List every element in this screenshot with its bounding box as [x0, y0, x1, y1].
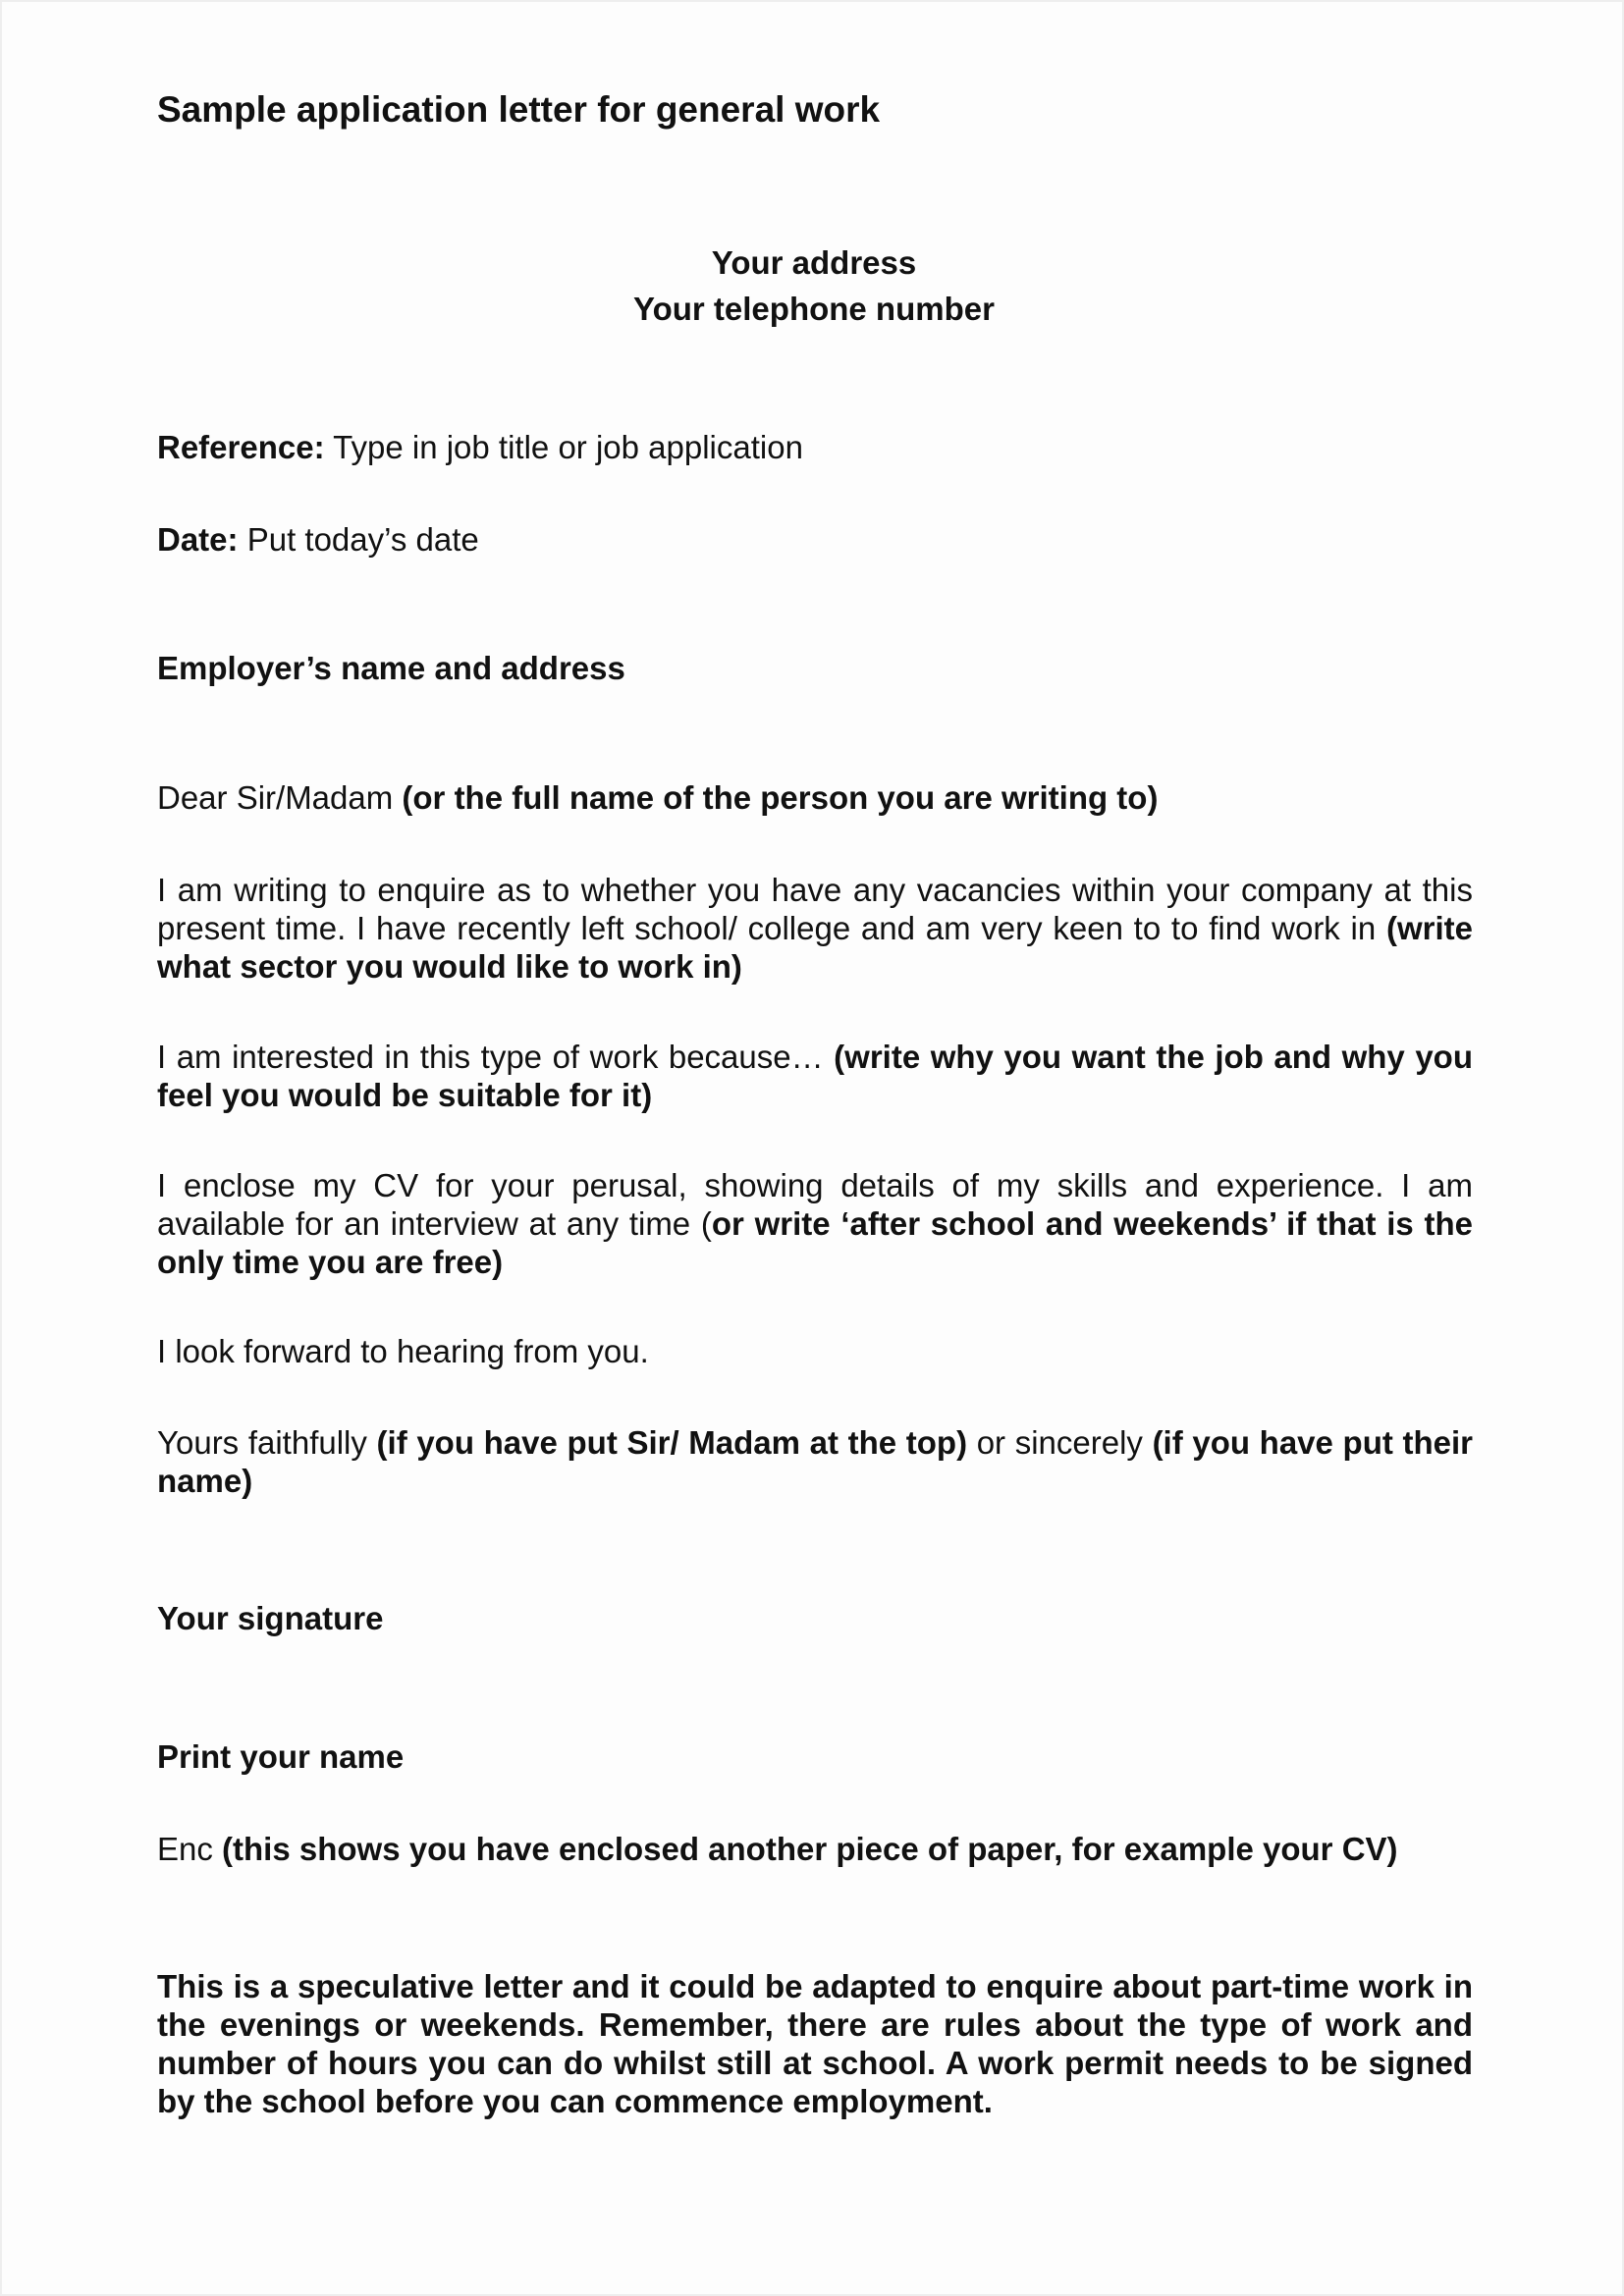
date-value: Put today’s date — [238, 521, 479, 558]
paragraph-enclose-cv — [157, 1166, 1473, 1281]
closing-text-2: or sincerely — [967, 1424, 1153, 1461]
footnote-paragraph: This is a speculative letter and it could be adapted to enquire about part-time work in the evenings or weekends. Remember, there are rules about the type of work and number of hours you can do whilst still at school. A work permit needs to be signed by the school before you can commence employment. — [157, 1968, 1473, 2119]
closing-note-2: (if you have put their name) — [157, 1424, 1473, 1499]
sender-address: Your address — [711, 244, 917, 281]
signature-line: Your signature — [157, 1600, 384, 1636]
paragraph-look-forward: I look forward to hearing from you. — [157, 1333, 649, 1369]
reference-value: Type in job title or job application — [324, 429, 803, 465]
paragraph-interest-note: (write why you want the job and why you feel you would be suitable for it) — [157, 1039, 1473, 1113]
enclosure-line — [157, 1830, 1473, 1868]
paragraph-enquiry-text: I am writing to enquire as to whether you have any vacancies within your company at this present time. I have recently left school/ college and am very keen to to find work in — [157, 872, 1473, 946]
paragraph-interest-text: I am interested in this type of work because… — [157, 1039, 835, 1075]
salutation-note: (or the full name of the person you are writing to) — [402, 779, 1159, 816]
paragraph-enquiry-note: (write what sector you would like to work in) — [157, 910, 1473, 985]
print-name-line: Print your name — [157, 1738, 405, 1775]
date-line — [157, 520, 1473, 559]
paragraph-enquiry — [157, 871, 1473, 986]
closing-note-1: (if you have put Sir/ Madam at the top) — [376, 1424, 968, 1461]
paragraph-enclose-cv-note: or write ‘after school and weekends’ if that is the only time you are free) — [157, 1205, 1473, 1280]
enclosure-note: (this shows you have enclosed another piece of paper, for example your CV) — [222, 1831, 1398, 1867]
salutation — [157, 778, 1473, 817]
document-title: Sample application letter for general work — [157, 89, 881, 130]
employer-name-address: Employer’s name and address — [157, 650, 625, 686]
closing-text-1: Yours faithfully — [157, 1424, 377, 1461]
paragraph-enclose-cv-text: I enclose my CV for your perusal, showing details of my skills and experience. I am available for an interview at any time ( — [157, 1167, 1473, 1242]
sender-telephone: Your telephone number — [633, 291, 995, 327]
date-label: Date: — [157, 521, 239, 558]
closing-line — [157, 1423, 1473, 1500]
paragraph-interest — [157, 1038, 1473, 1114]
enclosure-text: Enc — [157, 1831, 223, 1867]
reference-label: Reference: — [157, 429, 325, 465]
salutation-text: Dear Sir/Madam — [157, 779, 403, 816]
reference-line — [157, 428, 1473, 466]
